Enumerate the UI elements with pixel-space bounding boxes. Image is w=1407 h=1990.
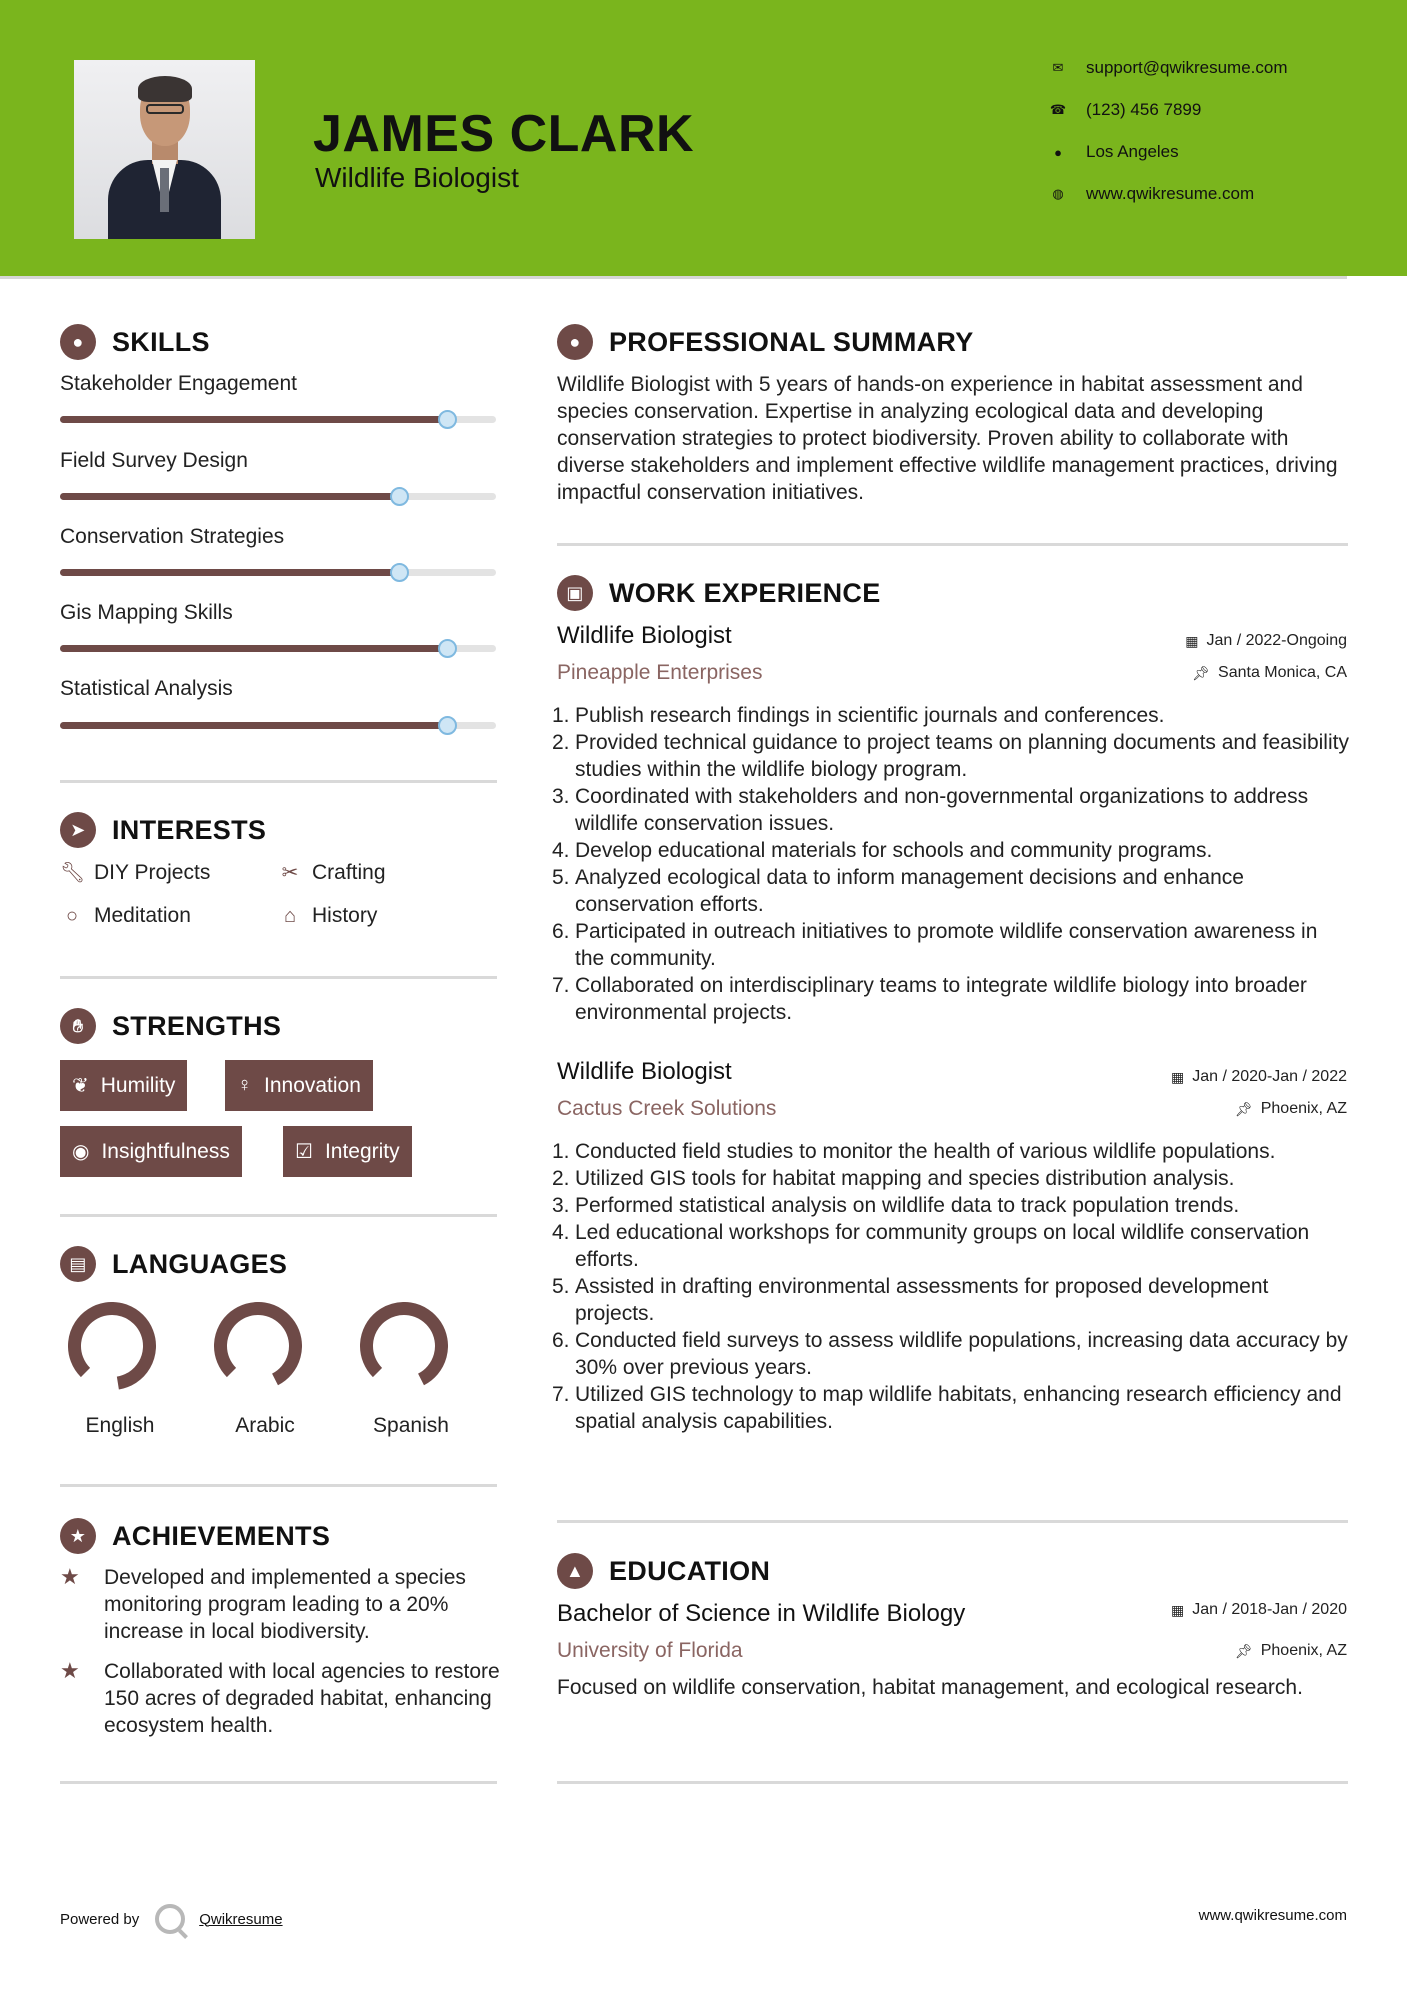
skill-bar[interactable] [60,645,496,652]
job-bullets [552,702,1352,1026]
skill-label: Field Survey Design [60,449,248,472]
scissors-icon: ✂ [281,862,299,884]
star-icon: ★ [60,1658,80,1683]
section-divider [60,780,497,783]
paper-plane-icon: ➤ [60,812,96,848]
calendar-icon: ▦ [1170,1068,1185,1085]
strength-tag: ❦ Humility [60,1060,187,1111]
language-icon: ▤ [60,1246,96,1282]
language-ring-arc [367,1309,442,1380]
footer-powered-by: Powered by Qwikresume [60,1904,283,1934]
skill-bar-fill [60,493,400,500]
skill-bar-knob[interactable] [438,716,457,735]
skill-label: Stakeholder Engagement [60,372,297,395]
achievement-item: ★ Collaborated with local agencies to restore 150 acres of degraded habitat, enhancing ecosystem health. [60,1658,500,1737]
list-item: 3. Coordinated with stakeholders and non-governmental organizations to address wildlife conservation issues. [552,785,1309,835]
job-dates: ▦ Jan / 2020-Jan / 2022 [1170,1068,1347,1085]
skill-label: Gis Mapping Skills [60,601,233,624]
achievements-heading: ★ ACHIEVEMENTS [60,1518,330,1554]
summary-text: Wildlife Biologist with 5 years of hands-on experience in habitat assessment and species conservation. Expertise in analyzing ecological data and developing conservation strategies to protect biodiversity. Proven ability to collaborate with diverse stakeholders and implement effective wildlife management practices, driving impactful conservation initiatives. [557,373,1338,504]
contact-website[interactable]: ◍ www.qwikresume.com [1050,184,1254,204]
list-item: 1. Publish research findings in scientific journals and conferences. [552,704,1165,727]
profile-photo [74,60,255,239]
graduation-icon: ▲ [557,1553,593,1589]
language-label: Arabic [235,1414,295,1437]
education-dates: ▦ Jan / 2018-Jan / 2020 [1170,1601,1347,1618]
brand-link[interactable]: Qwikresume [199,1910,283,1928]
job-title: Wildlife Biologist [557,1058,732,1085]
section-divider [60,1214,497,1217]
skill-bar[interactable] [60,416,496,423]
map-marker-icon: ● [1054,144,1062,160]
skills-heading: ● SKILLS [60,324,210,360]
envelope-icon: ✉ [1052,60,1064,75]
hand-icon: ✋︎ [60,1008,96,1044]
candidate-name: JAMES CLARK [313,105,695,163]
job-bullets [552,1138,1352,1435]
resume-header [0,0,1407,276]
education-location: 📌︎ Phoenix, AZ [1234,1642,1347,1659]
language-label: Spanish [373,1414,449,1437]
user-icon: ● [557,324,593,360]
skill-bar-knob[interactable] [438,410,457,429]
company-name: Cactus Creek Solutions [557,1097,777,1120]
list-item: 5. Analyzed ecological data to inform management decisions and enhance conservation efforts. [552,866,1244,916]
star-badge-icon: ★ [60,1518,96,1554]
language-ring [360,1302,448,1390]
job-location: 📌︎ Phoenix, AZ [1234,1100,1347,1117]
list-item: 4. Led educational workshops for community groups on local wildlife conservation efforts. [552,1221,1310,1271]
experience-heading: ▣ WORK EXPERIENCE [557,575,881,611]
education-description: Focused on wildlife conservation, habitat management, and ecological research. [557,1676,1303,1699]
skill-bar-knob[interactable] [390,487,409,506]
language-ring [214,1302,302,1390]
strengths-heading: ✋︎ STRENGTHS [60,1008,281,1044]
language-label: English [85,1414,155,1437]
interest-item: ○ Meditation [60,904,191,928]
summary-heading: ● PROFESSIONAL SUMMARY [557,324,974,360]
language-ring-arc [221,1309,296,1380]
list-item: 2. Utilized GIS tools for habitat mapping and species distribution analysis. [552,1167,1235,1190]
interest-item: ✂ Crafting [278,860,386,885]
list-item: 1. Conducted field studies to monitor the health of various wildlife populations. [552,1140,1276,1163]
briefcase-icon: ▣ [557,575,593,611]
circle-icon: ○ [65,904,79,927]
lightbulb-icon: ♀ [237,1074,252,1096]
leaf-icon: ❦ [72,1075,89,1097]
bank-icon: ⌂ [283,904,297,927]
phone-icon: ☎ [1049,102,1067,117]
section-divider [60,976,497,979]
strength-tag: ◉ Insightfulness [60,1126,242,1177]
contact-phone[interactable]: ☎ (123) 456 7899 [1049,100,1202,119]
job-location: 📌︎ Santa Monica, CA [1192,664,1347,681]
degree-title: Bachelor of Science in Wildlife Biology [557,1600,966,1627]
languages-heading: ▤ LANGUAGES [60,1246,287,1282]
skill-label: Statistical Analysis [60,677,233,700]
skill-bar-fill [60,722,448,729]
globe-icon: ◍ [1052,186,1064,201]
skill-bar[interactable] [60,569,496,576]
calendar-icon: ▦ [1170,1601,1185,1618]
calendar-icon: ▦ [1185,632,1199,649]
lightbulb-icon: ● [60,324,96,360]
list-item: 3. Performed statistical analysis on wildlife data to track population trends. [552,1194,1240,1217]
section-divider [60,1781,497,1784]
list-item: 2. Provided technical guidance to project teams on planning documents and feasibility studies within the wildlife biology program. [552,731,1349,781]
skill-bar-fill [60,569,400,576]
list-item: 5. Assisted in drafting environmental assessments for proposed development projects. [552,1275,1269,1325]
job-dates: ▦ Jan / 2022-Ongoing [1185,632,1347,649]
school-name: University of Florida [557,1639,743,1662]
section-divider [557,1781,1348,1784]
education-heading: ▲ EDUCATION [557,1553,770,1589]
header-divider [0,276,1347,279]
skill-bar[interactable] [60,722,496,729]
skill-bar-knob[interactable] [390,563,409,582]
qwikresume-logo-icon [155,1904,185,1934]
list-item: 7. Utilized GIS technology to map wildlife habitats, enhancing research efficiency and spatial analysis capabilities. [552,1383,1342,1433]
interest-item: 🔧︎ DIY Projects [60,860,211,884]
company-name: Pineapple Enterprises [557,661,763,684]
contact-email[interactable]: ✉ support@qwikresume.com [1050,58,1288,78]
skill-label: Conservation Strategies [60,525,285,548]
strength-tag: ☑ Integrity [283,1126,412,1177]
skill-bar[interactable] [60,493,496,500]
check-square-icon: ☑ [295,1141,313,1163]
candidate-role: Wildlife Biologist [315,162,519,193]
achievement-item: ★ Developed and implemented a species monitoring program leading to a 20% increase in local biodiversity. [60,1564,466,1643]
language-ring-arc [75,1309,150,1384]
footer-website-link[interactable]: www.qwikresume.com [1198,1907,1347,1924]
contact-location: ● Los Angeles [1050,142,1179,162]
wrench-icon: 🔧︎ [60,862,86,884]
job-title: Wildlife Biologist [557,622,732,649]
skill-bar-knob[interactable] [438,639,457,658]
section-divider [60,1484,497,1487]
list-item: 6. Participated in outreach initiatives to promote wildlife conservation awareness in the community. [552,920,1318,970]
eye-icon: ◉ [72,1141,90,1163]
list-item: 7. Collaborated on interdisciplinary teams to integrate wildlife biology into broader environmental projects. [552,974,1307,1024]
strength-tag: ♀ Innovation [225,1060,373,1111]
skill-bar-fill [60,645,448,652]
interests-heading: ➤ INTERESTS [60,812,266,848]
list-item: 6. Conducted field surveys to assess wildlife populations, increasing data accuracy by 30% over previous years. [552,1329,1348,1379]
pin-icon: 📌︎ [1234,1100,1253,1117]
pin-icon: 📌︎ [1234,1642,1253,1659]
list-item: 4. Develop educational materials for schools and community programs. [552,839,1213,862]
interest-item: ⌂ History [278,904,377,928]
star-icon: ★ [60,1564,80,1589]
pin-icon: 📌︎ [1192,664,1211,681]
section-divider [557,543,1348,546]
language-ring [68,1302,156,1390]
skill-bar-fill [60,416,448,423]
section-divider [557,1520,1348,1523]
